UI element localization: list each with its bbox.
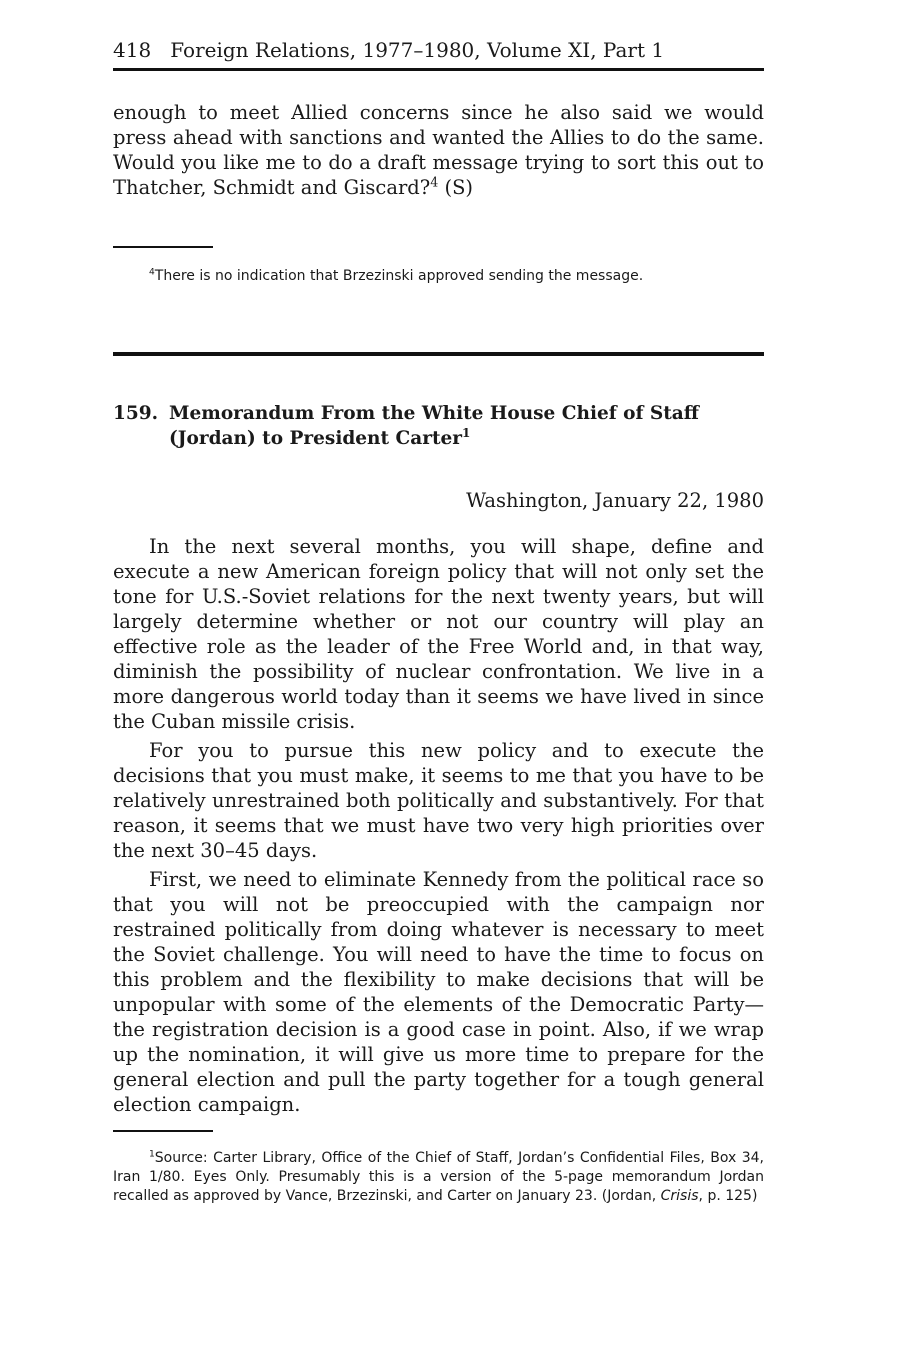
- footnote-1-italic-title: Crisis: [660, 1188, 699, 1204]
- footnote-marker-4: 4: [149, 267, 155, 278]
- footnote-rule-1: [113, 1130, 213, 1132]
- footnote-ref-1: 1: [462, 425, 471, 440]
- document-number: 159.: [113, 403, 159, 424]
- document-title: Memorandum From the White House Chief of Staff (Jordan) to President Carter: [169, 403, 699, 449]
- volume-title: Foreign Relations, 1977–1980, Volume XI, Part 1: [170, 38, 665, 62]
- footnote-4: [113, 267, 764, 286]
- dateline: Washington, January 22, 1980: [466, 489, 764, 512]
- footnote-1: [113, 1149, 764, 1206]
- continued-paragraph: [113, 100, 764, 200]
- footnote-marker-1: 1: [149, 1149, 155, 1160]
- body-paragraph: First, we need to eliminate Kennedy from the political race so that you will not be preoccupied with the campaign nor restrained politically from doing whatever is necessary to meet the Soviet challenge. You will need to have the time to focus on this problem and the flexibility to make decisions that will be unpopular with some of the elements of the Democratic Party—the registration decision is a good case in point. Also, if we wrap up the nomination, it will give us more time to prepare for the general election and pull the party together for a tough general election campaign.: [113, 868, 764, 1116]
- footnote-ref-4: 4: [430, 174, 439, 190]
- footnote-4-text: There is no indication that Brzezinski approved sending the message.: [154, 268, 644, 284]
- body-paragraph: For you to pursue this new policy and to execute the decisions that you must make, it seems to me that you have to be relatively unrestrained both politically and substantively. For that reason, it seems that we must have two very high priorities over the next 30–45 days.: [113, 739, 764, 862]
- classification-marker: (S): [438, 176, 474, 199]
- running-head: [113, 38, 764, 62]
- memorandum-body: [113, 534, 764, 1121]
- header-rule: [113, 68, 764, 71]
- document-heading: [113, 401, 764, 451]
- page-number: 418: [113, 38, 152, 62]
- footnote-1-text: Source: Carter Library, Office of the Chief of Staff, Jordan’s Confidential Files, Box 34, Iran 1/80. Eyes Only. Presumably this is a version of the 5-page memorandum Jordan recalled as approved by Vance, Brzezinski, and Carter on January 23. (Jordan,: [113, 1150, 764, 1204]
- footnote-1-citation: , p. 125): [698, 1188, 758, 1204]
- document-separator-rule: [113, 352, 764, 356]
- footnote-rule-4: [113, 246, 213, 248]
- continued-text: enough to meet Allied concerns since he also said we would press ahead with sanctions and wanted the Allies to do the same. Would you like me to do a draft message trying to sort this out to Thatcher, Schmidt and Giscard?: [113, 101, 764, 199]
- body-paragraph: In the next several months, you will shape, define and execute a new American foreign policy that will not only set the tone for U.S.-Soviet relations for the next twenty years, but will largely determine whether or not our country will play an effective role as the leader of the Free World and, in that way, diminish the possibility of nuclear confrontation. We live in a more dangerous world today than it seems we have lived in since the Cuban missile crisis.: [113, 535, 764, 733]
